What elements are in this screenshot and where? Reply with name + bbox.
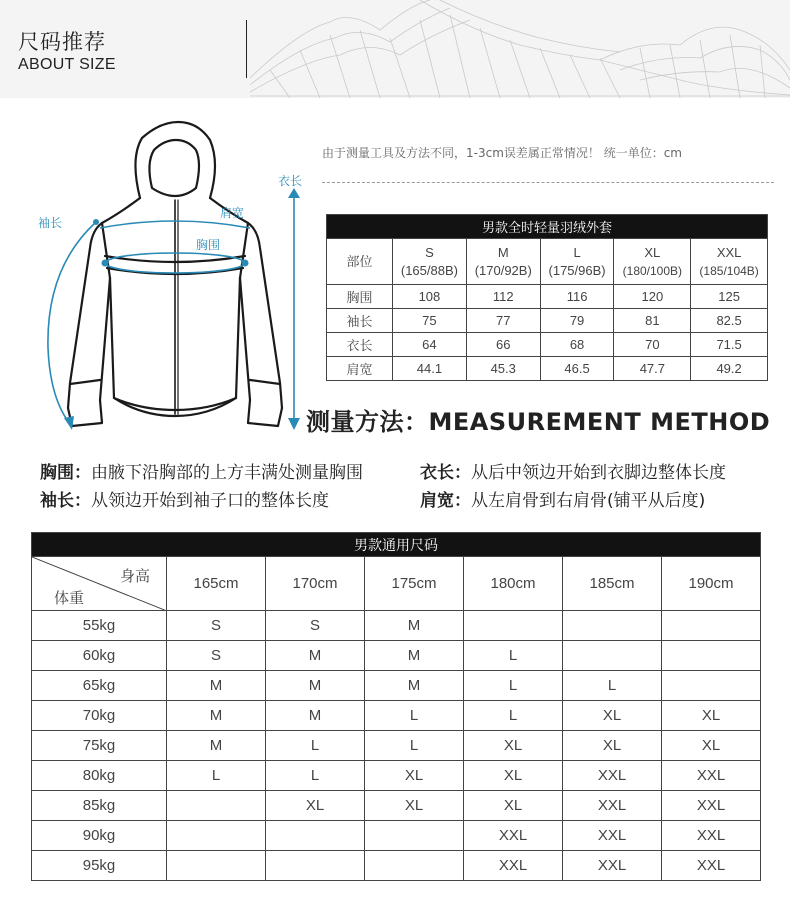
table-row	[32, 611, 761, 641]
table-cell: M	[365, 641, 464, 671]
mountain-mesh-graphic	[0, 0, 790, 98]
table-cell	[266, 851, 365, 881]
header-banner	[0, 0, 790, 98]
method-title: 测量方法：MEASUREMENT METHOD	[306, 408, 771, 436]
jacket-illustration	[30, 118, 315, 438]
table-cell: L	[266, 761, 365, 791]
table-cell: XL	[464, 731, 563, 761]
table-cell: 116	[540, 285, 614, 309]
table-corner-cell	[32, 557, 167, 611]
label-shoulder: 肩宽	[220, 206, 245, 220]
table-cell	[662, 611, 761, 641]
height-col-header: 175cm	[365, 557, 464, 611]
table-cell: M	[266, 641, 365, 671]
table-cell: XL	[662, 731, 761, 761]
general-size-table	[31, 532, 761, 881]
method-item: 胸围：由腋下沿胸部的上方丰满处测量胸围	[40, 463, 363, 483]
table-row	[32, 671, 761, 701]
table-row	[327, 333, 768, 357]
table-cell: 45.3	[466, 357, 540, 381]
table-row	[32, 791, 761, 821]
table-cell: L	[563, 671, 662, 701]
table-cell: 77	[466, 309, 540, 333]
height-col-header: 185cm	[563, 557, 662, 611]
table-cell: M	[167, 701, 266, 731]
size-col-header: XXL (185/104B)	[691, 239, 768, 285]
table-cell: 120	[614, 285, 691, 309]
table-cell: 108	[393, 285, 467, 309]
table-cell: 75	[393, 309, 467, 333]
table-cell: 82.5	[691, 309, 768, 333]
table-cell: XL	[365, 761, 464, 791]
table-cell: XL	[464, 761, 563, 791]
dotted-divider	[322, 182, 774, 183]
table-row	[32, 821, 761, 851]
table-cell: XL	[662, 701, 761, 731]
weight-label: 55kg	[32, 611, 167, 641]
table-cell: XL	[563, 731, 662, 761]
weight-label: 80kg	[32, 761, 167, 791]
table-cell: M	[167, 731, 266, 761]
table-cell	[662, 641, 761, 671]
method-item: 袖长：从领边开始到袖子口的整体长度	[40, 491, 329, 511]
weight-label: 85kg	[32, 791, 167, 821]
label-sleeve: 袖长	[38, 216, 63, 230]
table-cell: XXL	[563, 821, 662, 851]
table-cell: L	[266, 731, 365, 761]
table-row	[32, 731, 761, 761]
row-label: 肩宽	[327, 357, 393, 381]
header-divider	[246, 20, 247, 78]
table-cell: L	[464, 641, 563, 671]
table-cell: S	[266, 611, 365, 641]
table-cell: XXL	[662, 821, 761, 851]
method-item: 衣长：从后中领边开始到衣脚边整体长度	[420, 463, 726, 483]
table-cell: XXL	[563, 791, 662, 821]
table-cell: 71.5	[691, 333, 768, 357]
table-cell	[365, 821, 464, 851]
table-cell: L	[365, 701, 464, 731]
height-col-header: 170cm	[266, 557, 365, 611]
weight-label: 90kg	[32, 821, 167, 851]
table-cell	[167, 791, 266, 821]
jacket-diagram	[30, 118, 315, 438]
page-subtitle: ABOUT SIZE	[18, 56, 116, 73]
table-cell: XXL	[464, 851, 563, 881]
table-cell: 70	[614, 333, 691, 357]
table-cell: L	[365, 731, 464, 761]
table-cell: XXL	[662, 851, 761, 881]
corner-weight-label: 体重	[54, 590, 85, 607]
table-cell	[365, 851, 464, 881]
size-table-caption: 男款全时轻量羽绒外套	[327, 215, 768, 239]
size-col-header: XL (180/100B)	[614, 239, 691, 285]
table-row	[32, 761, 761, 791]
table-cell: 64	[393, 333, 467, 357]
size-spec-table	[326, 214, 768, 381]
table-cell: XL	[464, 791, 563, 821]
weight-label: 95kg	[32, 851, 167, 881]
size-col-header: M (170/92B)	[466, 239, 540, 285]
table-cell: M	[365, 671, 464, 701]
table-cell: M	[167, 671, 266, 701]
table-cell: 81	[614, 309, 691, 333]
table-cell: S	[167, 611, 266, 641]
table-cell	[464, 611, 563, 641]
weight-label: 70kg	[32, 701, 167, 731]
table-row	[32, 701, 761, 731]
table-cell: 125	[691, 285, 768, 309]
table-cell	[563, 611, 662, 641]
table-row	[32, 851, 761, 881]
table-cell: 68	[540, 333, 614, 357]
table-cell: M	[365, 611, 464, 641]
table-cell: L	[464, 671, 563, 701]
row-label: 衣长	[327, 333, 393, 357]
label-length: 衣长	[278, 174, 303, 188]
table-cell: 66	[466, 333, 540, 357]
weight-label: 60kg	[32, 641, 167, 671]
table-cell: XL	[563, 701, 662, 731]
table-cell: M	[266, 671, 365, 701]
table-cell: S	[167, 641, 266, 671]
table-cell: 49.2	[691, 357, 768, 381]
table-cell	[662, 671, 761, 701]
table-cell: XL	[365, 791, 464, 821]
size-col-header: L (175/96B)	[540, 239, 614, 285]
table-cell: XXL	[662, 761, 761, 791]
table-cell: 46.5	[540, 357, 614, 381]
table-cell	[167, 851, 266, 881]
row-label: 胸围	[327, 285, 393, 309]
table-row	[327, 285, 768, 309]
weight-label: 75kg	[32, 731, 167, 761]
row-label: 袖长	[327, 309, 393, 333]
method-item: 肩宽：从左肩骨到右肩骨(铺平从后度)	[420, 491, 706, 511]
table-cell: XL	[266, 791, 365, 821]
table-cell: XXL	[563, 761, 662, 791]
height-col-header: 180cm	[464, 557, 563, 611]
table-cell: XXL	[563, 851, 662, 881]
table-cell: 47.7	[614, 357, 691, 381]
corner-height-label: 身高	[119, 568, 150, 585]
table-row	[327, 309, 768, 333]
size-table-header-label: 部位	[327, 239, 393, 285]
table-cell: L	[167, 761, 266, 791]
general-table-caption: 男款通用尺码	[32, 533, 761, 557]
table-row	[327, 357, 768, 381]
table-cell: XXL	[464, 821, 563, 851]
table-cell: L	[464, 701, 563, 731]
table-cell	[563, 641, 662, 671]
table-cell: 112	[466, 285, 540, 309]
table-cell: 79	[540, 309, 614, 333]
page-title: 尺码推荐	[18, 30, 106, 54]
table-cell	[167, 821, 266, 851]
table-cell: M	[266, 701, 365, 731]
height-col-header: 165cm	[167, 557, 266, 611]
measurement-note: 由于测量工具及方法不同，1-3cm误差属正常情况！ 统一单位：cm	[322, 146, 682, 160]
height-col-header: 190cm	[662, 557, 761, 611]
weight-label: 65kg	[32, 671, 167, 701]
size-col-header: S (165/88B)	[393, 239, 467, 285]
label-chest: 胸围	[196, 238, 221, 252]
table-cell: 44.1	[393, 357, 467, 381]
table-cell: XXL	[662, 791, 761, 821]
table-cell	[266, 821, 365, 851]
table-row	[32, 641, 761, 671]
